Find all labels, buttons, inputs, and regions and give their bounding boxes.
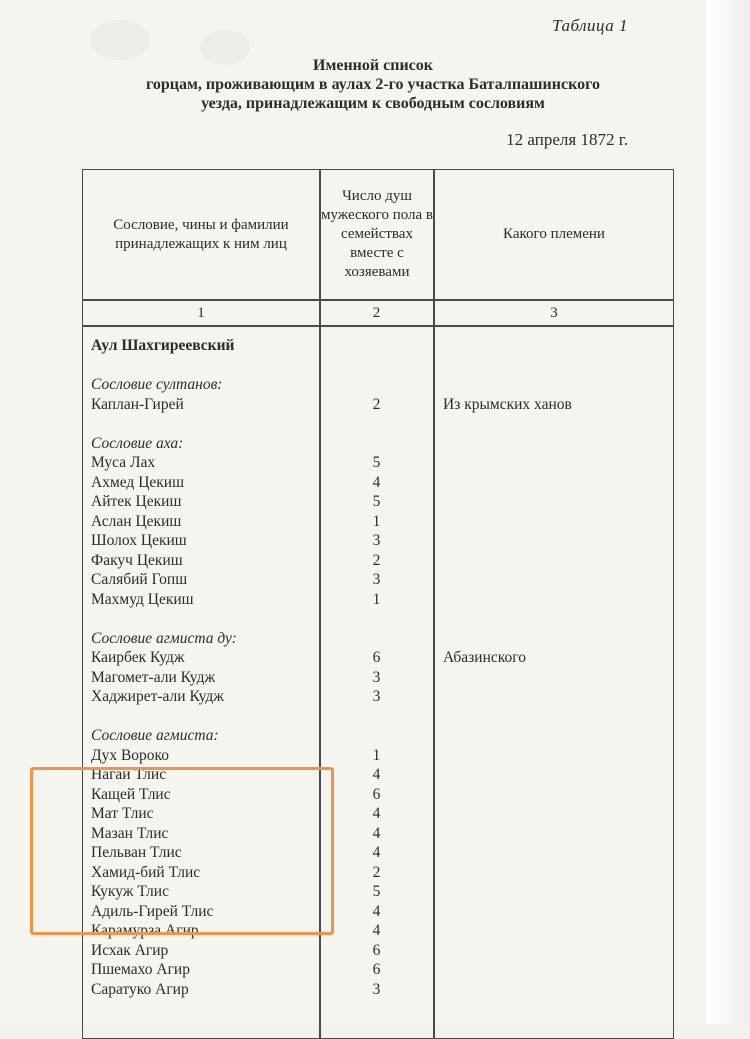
- table-row: [83, 395, 675, 415]
- table-row: [83, 687, 675, 707]
- person-name: Мазан Тлис: [91, 824, 169, 842]
- person-name: Кукуж Тлис: [91, 883, 169, 900]
- person-name: Айтек Цекиш: [91, 493, 182, 510]
- person-name: Салябий Гопш: [91, 571, 188, 588]
- souls-count: 6: [372, 649, 381, 666]
- estate-row: [83, 629, 675, 649]
- souls-count: 3: [372, 668, 381, 686]
- souls-count: 6: [372, 785, 381, 803]
- header-male-souls: Число душ мужеского пола в семействах вместе с хозяевами: [321, 188, 434, 280]
- document-title: Именной список: [313, 57, 433, 74]
- estate-name: Сословие аха:: [91, 434, 184, 452]
- souls-count: 2: [372, 863, 381, 881]
- column-number-2: 2: [372, 305, 381, 321]
- souls-count: 2: [372, 395, 381, 413]
- document-subtitle-line2: уезда, принадлежащим к свободным сословиям: [201, 95, 545, 112]
- person-name: Исхак Агир: [91, 941, 169, 959]
- table-row: [83, 590, 675, 610]
- person-name: Факуч Цекиш: [91, 551, 183, 569]
- spacer-row: [83, 356, 675, 376]
- person-name: Хаджирет-али Кудж: [91, 688, 224, 705]
- person-name: Дух Вороко: [91, 746, 170, 764]
- souls-count: 6: [372, 941, 381, 959]
- tribe-name: Абазинского: [443, 649, 526, 666]
- table-row: [83, 531, 675, 551]
- souls-count: 1: [372, 590, 381, 608]
- person-name: Адиль-Гирей Тлис: [91, 902, 214, 920]
- paper-smudge: [90, 20, 150, 60]
- table-row: [83, 668, 675, 688]
- souls-count: 3: [372, 532, 381, 549]
- person-name: Муса Лах: [91, 454, 156, 471]
- document-subtitle-line1: горцам, проживающим в аулах 2-го участка Баталпашинского: [146, 76, 600, 93]
- person-name: Нагай Тлис: [91, 766, 167, 783]
- person-name: Пшемахо Агир: [91, 961, 190, 978]
- table-row: [83, 453, 675, 473]
- souls-count: 1: [372, 512, 381, 530]
- souls-count: 3: [372, 688, 381, 705]
- person-name: Кащей Тлис: [91, 785, 171, 803]
- table-row: [83, 512, 675, 532]
- table-row: [83, 980, 675, 1000]
- person-name: Карамурза Агир: [91, 922, 199, 939]
- table-row: [83, 570, 675, 590]
- table-row: [83, 746, 675, 766]
- estate-row: [83, 434, 675, 454]
- estate-row: [83, 726, 675, 746]
- column-number-1: 1: [197, 305, 205, 321]
- souls-count: 5: [372, 493, 381, 510]
- souls-count: 4: [372, 902, 381, 920]
- table-row: [83, 941, 675, 961]
- header-estate-names: Сословие, чины и фамилии принадлежащих к ним лиц: [113, 216, 289, 252]
- souls-count: 4: [372, 805, 381, 822]
- header-tribe: Какого племени: [503, 226, 605, 242]
- table-row: [83, 648, 675, 668]
- souls-count: 4: [372, 844, 381, 861]
- estate-name: Сословие султанов:: [91, 376, 223, 393]
- spacer-row: [83, 414, 675, 434]
- souls-count: 5: [372, 883, 381, 900]
- person-name: Ахмед Цекиш: [91, 473, 185, 491]
- aul-row: [83, 336, 675, 356]
- person-name: Мат Тлис: [91, 805, 154, 822]
- person-name: Саратуко Агир: [91, 980, 189, 998]
- souls-count: 4: [372, 824, 381, 842]
- document-date: 12 апреля 1872 г.: [506, 130, 628, 149]
- estate-name: Сословие агмиста:: [91, 727, 219, 744]
- souls-count: 2: [372, 551, 381, 569]
- souls-count: 6: [372, 961, 381, 978]
- table-row: [83, 960, 675, 980]
- tribe-name: Из крымских ханов: [443, 395, 572, 413]
- souls-count: 1: [372, 746, 381, 764]
- person-name: Каирбек Кудж: [91, 649, 185, 666]
- souls-count: 3: [372, 571, 381, 588]
- person-name: Аслан Цекиш: [91, 512, 182, 530]
- aul-name: Аул Шахгиреевский: [91, 337, 235, 354]
- souls-count: 5: [372, 454, 381, 471]
- spacer-row: [83, 707, 675, 727]
- table-row: [83, 473, 675, 493]
- person-name: Махмуд Цекиш: [91, 590, 194, 608]
- table-row: [83, 492, 675, 512]
- highlight-box: [30, 767, 334, 935]
- column-number-3: 3: [550, 305, 558, 321]
- table-row: [83, 551, 675, 571]
- spacer-row: [83, 609, 675, 629]
- person-name: Хамид-бий Тлис: [91, 863, 201, 881]
- estate-row: [83, 375, 675, 395]
- estate-name: Сословие агмиста ду:: [91, 629, 237, 647]
- souls-count: 3: [372, 980, 381, 998]
- person-name: Пельван Тлис: [91, 844, 182, 861]
- person-name: Шолох Цекиш: [91, 532, 187, 549]
- souls-count: 4: [372, 922, 381, 939]
- page-edge: [706, 0, 750, 1024]
- person-name: Магомет-али Кудж: [91, 668, 216, 686]
- table-number: Таблица 1: [552, 16, 628, 35]
- souls-count: 4: [372, 473, 381, 491]
- souls-count: 4: [372, 766, 381, 783]
- person-name: Каплан-Гирей: [91, 395, 184, 413]
